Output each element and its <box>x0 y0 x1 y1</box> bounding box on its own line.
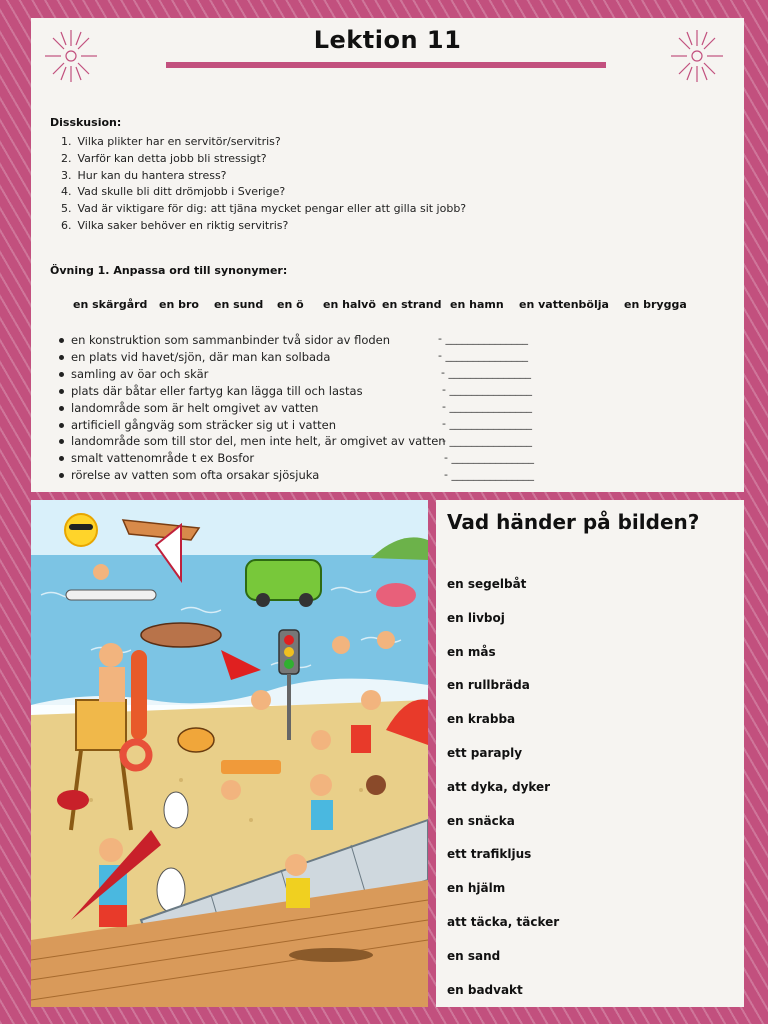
vocabulary-item: en sand <box>447 948 501 963</box>
definition-item: landområde som till stor del, men inte helt, är omgivet av vatten <box>71 434 446 449</box>
vocabulary-item: att dyka, dyker <box>447 779 551 794</box>
vocabulary-list <box>447 568 559 1007</box>
answer-blank[interactable]: - _______________ <box>441 366 531 379</box>
beach-illustration <box>31 500 428 1007</box>
answer-blank[interactable]: - _______________ <box>444 451 534 464</box>
word-bank-item: en skärgård <box>73 298 148 311</box>
vocabulary-item: en livboj <box>447 610 505 625</box>
discussion-question: 5. Vad är viktigare för dig: att tjäna mycket pengar eller att gilla sit jobb? <box>61 202 467 216</box>
vocabulary-item: en hjälm <box>447 881 506 896</box>
page-title: Lektion 11 <box>313 26 462 54</box>
vocabulary-item: en badvakt <box>447 982 523 997</box>
discussion-question: 3. Hur kan du hantera stress? <box>61 168 227 182</box>
definition-item: samling av öar och skär <box>71 366 446 383</box>
word-bank-item: en ö <box>277 298 304 311</box>
word-bank-item: en bro <box>159 298 199 311</box>
word-bank-item: en vattenbölja <box>519 298 609 311</box>
vocabulary-item: en mås <box>447 644 496 659</box>
answer-blank[interactable]: - _______________ <box>438 349 528 362</box>
definition-item: plats där båtar eller fartyg kan lägga till och lastas <box>71 383 446 400</box>
vocabulary-item: ett paraply <box>447 745 523 760</box>
definition-item: smalt vattenområde t ex Bosfor <box>71 450 446 467</box>
discussion-question: 4. Vad skulle bli ditt drömjobb i Sverige? <box>61 185 286 199</box>
definition-item: en konstruktion som sammanbinder två sidor av floden <box>71 332 446 349</box>
answer-blank[interactable]: - _______________ <box>444 468 534 481</box>
vocabulary-title: Vad händer på bilden? <box>447 510 700 534</box>
beach-scene-image <box>31 500 428 1007</box>
word-bank-item: en strand <box>382 298 442 311</box>
word-bank-item: en brygga <box>624 298 687 311</box>
vocabulary-item: ett trafikljus <box>447 847 532 862</box>
exercise-heading: Övning 1. Anpassa ord till synonymer: <box>50 264 288 277</box>
discussion-heading: Disskusion: <box>50 116 122 129</box>
answer-blank[interactable]: - _______________ <box>438 332 528 345</box>
answer-blank[interactable]: - _______________ <box>442 383 532 396</box>
discussion-question-list <box>61 134 466 235</box>
worksheet-top-panel <box>31 18 744 492</box>
vocabulary-item: en krabba <box>447 712 516 727</box>
vocabulary-item: en rullbräda <box>447 678 530 693</box>
word-bank-item: en hamn <box>450 298 504 311</box>
vocabulary-item: en snäcka <box>447 813 515 828</box>
word-bank-item: en halvö <box>323 298 376 311</box>
discussion-question: 1. Vilka plikter har en servitör/servitris? <box>61 135 281 148</box>
definition-item: rörelse av vatten som ofta orsakar sjösjuka <box>71 467 446 484</box>
discussion-question: 2. Varför kan detta jobb bli stressigt? <box>61 151 267 165</box>
definition-item: en plats vid havet/sjön, där man kan solbada <box>71 349 446 366</box>
answer-blank[interactable]: - _______________ <box>442 417 532 430</box>
definition-item: landområde som är helt omgivet av vatten <box>71 400 446 417</box>
answer-blank[interactable]: - _______________ <box>442 400 532 413</box>
definition-item: artificiell gångväg som sträcker sig ut i vatten <box>71 417 446 434</box>
answer-blank[interactable]: - _______________ <box>442 434 532 447</box>
word-bank-item: en sund <box>214 298 264 311</box>
title-underline <box>166 62 606 68</box>
vocabulary-item: en segelbåt <box>447 577 527 591</box>
vocabulary-item: att täcka, täcker <box>447 914 560 929</box>
discussion-question: 6. Vilka saker behöver en riktig servitris? <box>61 218 289 232</box>
vocabulary-panel <box>436 500 744 1007</box>
definition-list <box>71 332 446 484</box>
